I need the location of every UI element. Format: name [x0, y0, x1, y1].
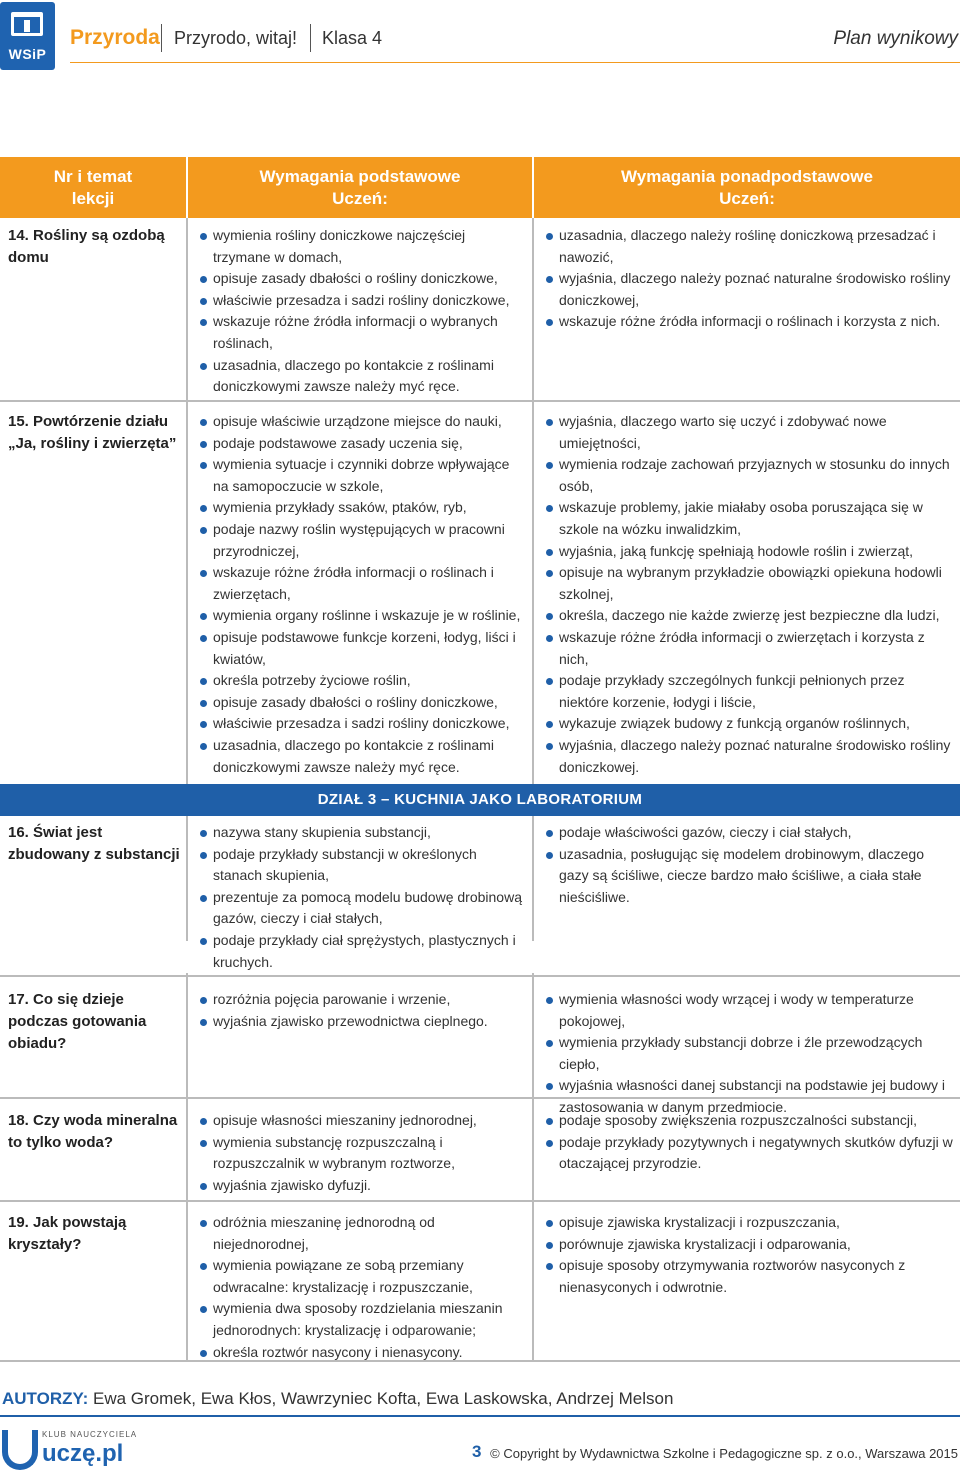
topic-18: 18. Czy woda mineralna to tylko woda?	[8, 1112, 178, 1151]
list-item: opisuje zasady dbałości o rośliny doniczkowe,	[199, 692, 525, 714]
header-topic	[0, 157, 186, 218]
header-advanced-line2: Uczeń:	[719, 188, 775, 208]
row-divider	[0, 1097, 960, 1099]
list-item: uzasadnia, dlaczego po kontakcie z roślinami doniczkowymi zawsze należy myć ręce.	[199, 735, 525, 778]
list-item: określa roztwór nasycony i nienasycony.	[199, 1342, 525, 1364]
header-basic-line1: Wymagania podstawowe	[259, 166, 461, 186]
header-separator	[161, 24, 162, 52]
list-item: opisuje właściwie urządzone miejsce do nauki,	[199, 411, 525, 433]
row-divider	[0, 975, 960, 977]
list-item: uzasadnia, dlaczego należy roślinę doniczkową przesadzać i nawozić,	[545, 225, 957, 268]
authors-label: AUTORZY:	[2, 1389, 89, 1408]
header-separator	[310, 24, 311, 52]
list-item: opisuje na wybranym przykładzie obowiązki opiekuna hodowli szkolnej,	[545, 562, 957, 605]
section-heading: DZIAŁ 3 – KUCHNIA JAKO LABORATORIUM	[0, 784, 960, 816]
club-big-text: uczę.pl	[42, 1440, 124, 1467]
list-item: podaje nazwy roślin występujących w pracowni przyrodniczej,	[199, 519, 525, 562]
ucze-pl-logo	[2, 1428, 142, 1472]
list-item: wymienia przykłady ssaków, ptaków, ryb,	[199, 497, 525, 519]
page-number: 3	[472, 1442, 482, 1461]
topic-15: 15. Powtórzenie działu „Ja, rośliny i zwierzęta”	[8, 413, 177, 452]
list-item: wyjaśnia zjawisko dyfuzji.	[199, 1175, 525, 1197]
list-item: podaje sposoby zwiększenia rozpuszczalności substancji,	[545, 1110, 957, 1132]
header-advanced-line1: Wymagania ponadpodstawowe	[621, 166, 873, 186]
list-item: wyjaśnia własności danej substancji na podstawie jej budowy i zastosowania w danym przedmiocie.	[545, 1075, 957, 1118]
footer-divider	[0, 1415, 960, 1417]
list-item: opisuje zasady dbałości o rośliny doniczkowe,	[199, 268, 525, 290]
list-item: wyjaśnia, dlaczego należy poznać naturalne środowisko rośliny doniczkowej.	[545, 735, 957, 778]
topic-17: 17. Co się dzieje podczas gotowania obiadu?	[8, 991, 147, 1052]
grade-label: Klasa 4	[322, 28, 383, 48]
list-item: podaje przykłady pozytywnych i negatywnych skutków dyfuzji w otaczającej przyrodzie.	[545, 1132, 957, 1175]
topic-16: 16. Świat jest zbudowany z substancji	[8, 824, 180, 863]
list-item: prezentuje za pomocą modelu budowę drobinową gazów, cieczy i ciał stałych,	[199, 887, 525, 930]
book-icon	[11, 12, 43, 36]
header-topic-line2: lekcji	[71, 188, 115, 208]
advanced-15	[545, 411, 957, 778]
subject-title: Przyroda	[70, 26, 160, 49]
list-item: wyjaśnia zjawisko przewodnictwa cieplnego.	[199, 1011, 525, 1033]
copyright-note: © Copyright by Wydawnictwa Szkolne i Pedagogiczne sp. z o.o., Warszawa 2015	[490, 1446, 958, 1461]
wsip-logo	[0, 2, 55, 70]
list-item: uzasadnia, posługując się modelem drobinowym, dlaczego gazy są ściśliwe, ciecze bardzo mało ściśliwe, a ciała stałe nieściśliwe.	[545, 844, 957, 909]
header-topic-line1: Nr i temat	[53, 166, 133, 186]
club-small-text: KLUB NAUCZYCIELA	[42, 1430, 138, 1439]
list-item: opisuje własności mieszaniny jednorodnej,	[199, 1110, 525, 1132]
list-item: wymienia organy roślinne i wskazuje je w roślinie,	[199, 605, 525, 627]
list-item: odróżnia mieszaninę jednorodną od niejednorodnej,	[199, 1212, 525, 1255]
list-item: podaje przykłady substancji w określonych stanach skupienia,	[199, 844, 525, 887]
list-item: wyjaśnia, dlaczego należy poznać naturalne środowisko rośliny doniczkowej,	[545, 268, 957, 311]
list-item: wskazuje problemy, jakie miałaby osoba poruszająca się w szkole na wózku inwalidzkim,	[545, 497, 957, 540]
advanced-19	[545, 1212, 957, 1298]
list-item: wskazuje różne źródła informacji o roślinach i korzysta z nich.	[545, 311, 957, 333]
list-item: właściwie przesadza i sadzi rośliny doniczkowe,	[199, 713, 525, 735]
advanced-18	[545, 1110, 957, 1175]
list-item: opisuje sposoby otrzymywania roztworów nasyconych z nienasyconych i odwrotnie.	[545, 1255, 957, 1298]
advanced-14	[545, 225, 957, 333]
column-divider	[186, 218, 188, 941]
list-item: wymienia własności wody wrzącej i wody w temperaturze pokojowej,	[545, 989, 957, 1032]
table-bottom-border	[0, 1360, 960, 1362]
basic-14	[199, 225, 525, 398]
list-item: określa potrzeby życiowe roślin,	[199, 670, 525, 692]
header-basic-line2: Uczeń:	[332, 188, 388, 208]
list-item: podaje przykłady ciał sprężystych, plastycznych i kruchych.	[199, 930, 525, 973]
list-item: wykazuje związek budowy z funkcją organów roślinnych,	[545, 713, 957, 735]
list-item: podaje przykłady szczególnych funkcji pełnionych przez niektóre korzenie, łodygi i liście,	[545, 670, 957, 713]
list-item: podaje właściwości gazów, cieczy i ciał stałych,	[545, 822, 957, 844]
list-item: wymienia rośliny doniczkowe najczęściej trzymane w domach,	[199, 225, 525, 268]
list-item: wymienia przykłady substancji dobrze i źle przewodzących ciepło,	[545, 1032, 957, 1075]
column-divider	[186, 973, 188, 1361]
column-divider	[532, 973, 534, 1361]
basic-17	[199, 989, 525, 1032]
list-item: uzasadnia, dlaczego po kontakcie z roślinami doniczkowymi zawsze należy myć ręce.	[199, 355, 525, 398]
list-item: wymienia substancję rozpuszczalną i rozpuszczalnik w wybranym roztworze,	[199, 1132, 525, 1175]
list-item: podaje podstawowe zasady uczenia się,	[199, 433, 525, 455]
list-item: wymienia sytuacje i czynniki dobrze wpływające na samopoczucie w szkole,	[199, 454, 525, 497]
advanced-16	[545, 822, 957, 908]
header-divider	[70, 62, 960, 63]
list-item: właściwie przesadza i sadzi rośliny doniczkowe,	[199, 290, 525, 312]
list-item: wyjaśnia, dlaczego warto się uczyć i zdobywać nowe umiejętności,	[545, 411, 957, 454]
list-item: określa, daczego nie każde zwierzę jest bezpieczne dla ludzi,	[545, 605, 957, 627]
page-header	[0, 0, 960, 75]
list-item: wymienia dwa sposoby rozdzielania mieszanin jednorodnych: krystalizację i odparowanie;	[199, 1298, 525, 1341]
basic-19	[199, 1212, 525, 1363]
list-item: rozróżnia pojęcia parowanie i wrzenie,	[199, 989, 525, 1011]
list-item: wyjaśnia, jaką funkcję spełniają hodowle roślin i zwierząt,	[545, 541, 957, 563]
series-title: Przyrodo, witaj!	[174, 28, 298, 48]
header-basic	[188, 157, 532, 218]
authors-line	[2, 1389, 673, 1409]
document-type: Plan wynikowy	[833, 28, 958, 49]
list-item: wskazuje różne źródła informacji o zwierzętach i korzysta z nich,	[545, 627, 957, 670]
list-item: nazywa stany skupienia substancji,	[199, 822, 525, 844]
authors-names: Ewa Gromek, Ewa Kłos, Wawrzyniec Kofta, Ewa Laskowska, Andrzej Melson	[93, 1389, 674, 1408]
list-item: wskazuje różne źródła informacji o roślinach i zwierzętach,	[199, 562, 525, 605]
header-advanced	[534, 157, 960, 218]
advanced-17	[545, 989, 957, 1119]
column-divider	[532, 218, 534, 941]
basic-16	[199, 822, 525, 973]
topic-14: 14. Rośliny są ozdobą domu	[8, 227, 165, 266]
list-item: opisuje zjawiska krystalizacji i rozpuszczania,	[545, 1212, 957, 1234]
list-item: wymienia powiązane ze sobą przemiany odwracalne: krystalizację i rozpuszczanie,	[199, 1255, 525, 1298]
logo-text: WSiP	[8, 46, 47, 62]
topic-19: 19. Jak powstają kryształy?	[8, 1214, 127, 1253]
row-divider	[0, 400, 960, 402]
row-divider	[0, 1200, 960, 1202]
list-item: porównuje zjawiska krystalizacji i odparowania,	[545, 1234, 957, 1256]
list-item: wymienia rodzaje zachowań przyjaznych w stosunku do innych osób,	[545, 454, 957, 497]
list-item: opisuje podstawowe funkcje korzeni, łodyg, liści i kwiatów,	[199, 627, 525, 670]
basic-15	[199, 411, 525, 778]
basic-18	[199, 1110, 525, 1196]
list-item: wskazuje różne źródła informacji o wybranych roślinach,	[199, 311, 525, 354]
u-logo-icon	[2, 1430, 38, 1470]
